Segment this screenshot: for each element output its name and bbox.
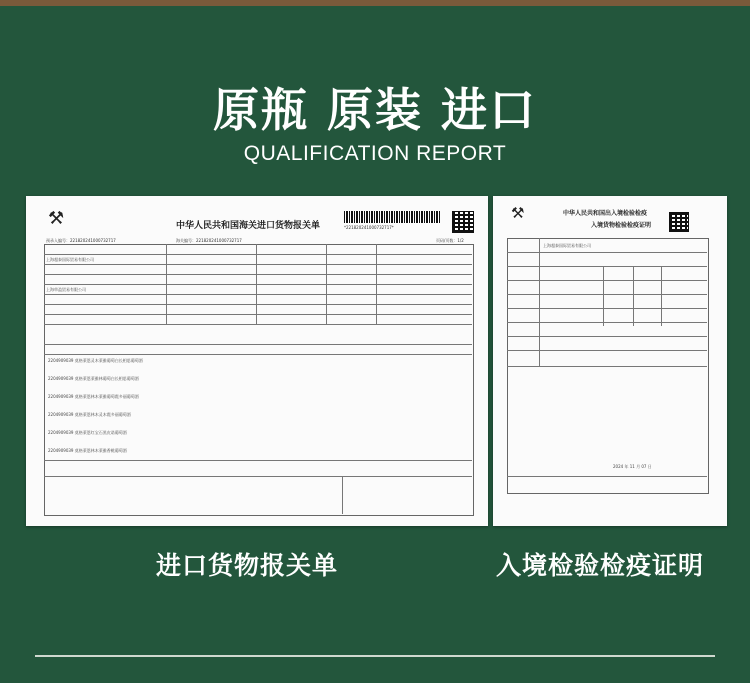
barcode-text: *221820241000732717* bbox=[344, 225, 394, 230]
table-line bbox=[661, 266, 662, 326]
table-line bbox=[44, 344, 472, 345]
product-line: 2204909039 莫格莱恩林木莱雅葡萄霞多丽葡萄酒 bbox=[48, 394, 139, 399]
table-line bbox=[44, 294, 472, 295]
product-line: 2204909039 莫格莱恩莱雅林葡萄白长相思葡萄酒 bbox=[48, 376, 139, 381]
certificate-date: 2024 年 11 月 07 日 bbox=[613, 464, 652, 469]
table-line bbox=[507, 336, 707, 337]
customs-emblem-icon: ⚒ bbox=[48, 208, 65, 229]
table-line bbox=[507, 252, 707, 253]
table-line bbox=[507, 476, 707, 477]
inspection-title-line2: 入境货物检验检疫证明 bbox=[591, 222, 652, 229]
pre-entry-number: 预录入编号：221820241000732717 bbox=[46, 238, 116, 243]
product-line: 2204909039 莫格莱恩红宝石黑皮诺葡萄酒 bbox=[48, 430, 127, 435]
table-line bbox=[539, 238, 540, 366]
bottom-divider bbox=[35, 655, 715, 657]
inspection-title-line1: 中华人民共和国出入境检验检疫 bbox=[563, 210, 648, 217]
table-line bbox=[507, 294, 707, 295]
caption-inspection-certificate: 入境检验检疫证明 bbox=[496, 551, 705, 580]
table-line bbox=[603, 266, 604, 326]
inspection-emblem-icon: ⚒ bbox=[511, 204, 525, 222]
table-line bbox=[633, 266, 634, 326]
headline: 原瓶 原装 进口 bbox=[212, 83, 538, 137]
table-line bbox=[44, 476, 472, 477]
table-line bbox=[507, 366, 707, 367]
table-line bbox=[44, 284, 472, 285]
barcode bbox=[344, 211, 440, 223]
top-accent-bar bbox=[0, 0, 750, 6]
table-line bbox=[44, 254, 472, 255]
customs-number: 海关编号：221820241000732717 bbox=[176, 238, 242, 243]
table-line bbox=[166, 244, 167, 324]
table-line bbox=[256, 244, 257, 324]
product-line: 2204909039 莫格莱恩灵木莱雅葡萄白长相思葡萄酒 bbox=[48, 358, 143, 363]
customs-declaration-document bbox=[26, 196, 488, 526]
table-line bbox=[44, 304, 472, 305]
page-count: 页码/页数：1/2 bbox=[436, 238, 464, 243]
table-line bbox=[507, 266, 707, 267]
consignee-name: 上海超泰国际贸易有限公司 bbox=[543, 243, 591, 248]
table-line bbox=[44, 264, 472, 265]
table-line bbox=[44, 314, 472, 315]
table-line bbox=[507, 280, 707, 281]
table-line bbox=[507, 350, 707, 351]
table-line bbox=[44, 460, 472, 461]
table-line bbox=[44, 274, 472, 275]
company-name: 上海草盈贸易有限公司 bbox=[46, 287, 86, 292]
product-line: 2204909039 莫格莱恩林木莱雅香桃葡萄酒 bbox=[48, 448, 127, 453]
qr-code bbox=[669, 212, 689, 232]
inspection-certificate-document bbox=[493, 196, 727, 526]
table-line bbox=[342, 476, 343, 514]
product-line: 2204909039 莫格莱恩林木灵木霞多丽葡萄酒 bbox=[48, 412, 131, 417]
customs-doc-title: 中华人民共和国海关进口货物报关单 bbox=[176, 221, 321, 231]
caption-customs-declaration: 进口货物报关单 bbox=[156, 551, 339, 580]
table-line bbox=[376, 244, 377, 324]
consignee-name: 上海超泰国际贸易有限公司 bbox=[46, 257, 94, 262]
table-line bbox=[326, 244, 327, 324]
table-line bbox=[507, 322, 707, 323]
table-line bbox=[507, 308, 707, 309]
qr-code bbox=[452, 211, 474, 233]
table-line bbox=[44, 354, 472, 355]
subtitle: QUALIFICATION REPORT bbox=[243, 142, 507, 165]
table-line bbox=[44, 324, 472, 325]
